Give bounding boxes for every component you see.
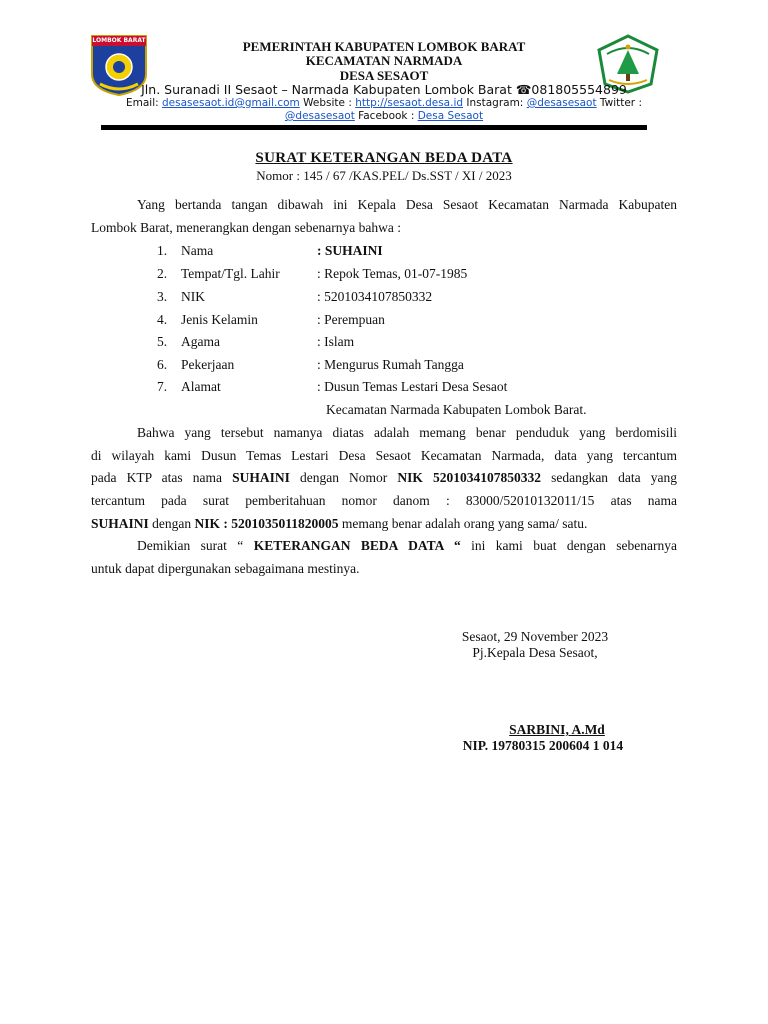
email-label: Email: (126, 97, 163, 109)
instagram-link[interactable]: @desasesaot (526, 97, 597, 109)
closing-text: Demikian surat “ (137, 538, 254, 553)
field-value: : Repok Temas, 01-07-1985 (317, 266, 468, 281)
body-text: pada KTP atas nama (91, 470, 233, 486)
closing-paragraph (91, 535, 677, 580)
body-text: dengan Nomor (289, 470, 398, 486)
field-label: Jenis Kelamin (181, 312, 258, 327)
body-line-5 (91, 513, 677, 536)
field-label: Pekerjaan (181, 357, 235, 372)
intro-paragraph (91, 194, 677, 239)
email-link[interactable]: desasesaot.id@gmail.com (162, 97, 300, 109)
field-number: 7. (157, 379, 168, 394)
field-number: 5. (157, 334, 168, 349)
field-value-alamat-2: Kecamatan Narmada Kabupaten Lombok Barat. (326, 402, 587, 417)
kop-line-desa: DESA SESAOT (339, 68, 429, 83)
kop-contact (90, 97, 678, 123)
twitter-label: Twitter : (596, 97, 642, 109)
twitter-link[interactable]: @desasesaot (284, 110, 355, 122)
body-text: memang benar adalah orang yang sama/ satu. (338, 515, 588, 531)
body-bold-nik: NIK : 5201035011820005 (194, 515, 339, 531)
field-label: Nama (181, 243, 214, 258)
field-number: 6. (157, 357, 168, 372)
logo-left-text: LOMBOK BARAT (92, 37, 146, 44)
signature-name: SARBINI, A.Md (509, 722, 605, 737)
closing-text: ini kami buat dengan sebenarnya (460, 538, 677, 553)
signature-place-date: Sesaot, 29 November 2023 (461, 629, 609, 644)
letter-number: Nomor : 145 / 67 /KAS.PEL/ Ds.SST / XI / 2023 (256, 168, 512, 183)
field-label: Alamat (181, 379, 221, 394)
body-line-1: Bahwa yang tersebut namanya diatas adalah memang benar penduduk yang berdomisili (137, 425, 677, 440)
facebook-label: Facebook : (354, 110, 418, 122)
kop-address: Jln. Suranadi II Sesaot – Narmada Kabupaten Lombok Barat ☎081805554899 (141, 82, 627, 97)
instagram-label: Instagram: (463, 97, 527, 109)
body-paragraph (91, 422, 677, 536)
field-label: Agama (181, 334, 220, 349)
field-value: : Perempuan (317, 312, 385, 327)
field-value: : Mengurus Rumah Tangga (317, 357, 464, 372)
signature-nip: NIP. 19780315 200604 1 014 (462, 738, 624, 753)
body-line-4: tercantum pada surat pemberitahuan nomor danom : 83000/52010132011/15 atas nama (91, 493, 677, 509)
field-number: 4. (157, 312, 168, 327)
signature-position: Pj.Kepala Desa Sesaot, (472, 645, 598, 660)
body-line-3 (91, 467, 677, 490)
body-bold-name: SUHAINI (232, 470, 290, 486)
field-number: 3. (157, 289, 168, 304)
body-line-2: di wilayah kami Dusun Temas Lestari Desa Sesaot Kecamatan Narmada, data yang tercantum (91, 447, 677, 463)
kop-line-pemerintah: PEMERINTAH KABUPATEN LOMBOK BARAT (242, 39, 526, 54)
letterhead-divider (101, 125, 647, 130)
website-label: Website : (299, 97, 356, 109)
field-number: 1. (157, 243, 168, 258)
intro-line-1: Yang bertanda tangan dibawah ini Kepala Desa Sesaot Kecamatan Narmada Kabupaten (137, 197, 677, 212)
website-link[interactable]: http://sesaot.desa.id (355, 97, 464, 109)
closing-bold-title: KETERANGAN BEDA DATA “ (253, 538, 461, 553)
closing-line-2: untuk dapat dipergunakan sebagaimana mestinya. (91, 560, 360, 576)
field-value: : Dusun Temas Lestari Desa Sesaot (317, 379, 508, 394)
field-value: : 5201034107850332 (317, 289, 433, 304)
closing-line-1 (91, 535, 677, 558)
body-bold-nik: NIK 5201034107850332 (397, 470, 541, 486)
field-value: : Islam (317, 334, 355, 349)
facebook-link[interactable]: Desa Sesaot (417, 110, 484, 122)
field-label: Tempat/Tgl. Lahir (181, 266, 280, 281)
letter-title: SURAT KETERANGAN BEDA DATA (255, 150, 513, 166)
kop-line-kecamatan: KECAMATAN NARMADA (305, 53, 463, 68)
field-number: 2. (157, 266, 168, 281)
field-label: NIK (181, 289, 205, 304)
body-text: dengan (148, 515, 195, 531)
body-bold-name: SUHAINI (91, 515, 149, 531)
body-text: sedangkan data yang (540, 470, 677, 486)
intro-line-2: Lombok Barat, menerangkan dengan sebenarnya bahwa : (91, 219, 402, 235)
field-value: : SUHAINI (317, 243, 383, 258)
